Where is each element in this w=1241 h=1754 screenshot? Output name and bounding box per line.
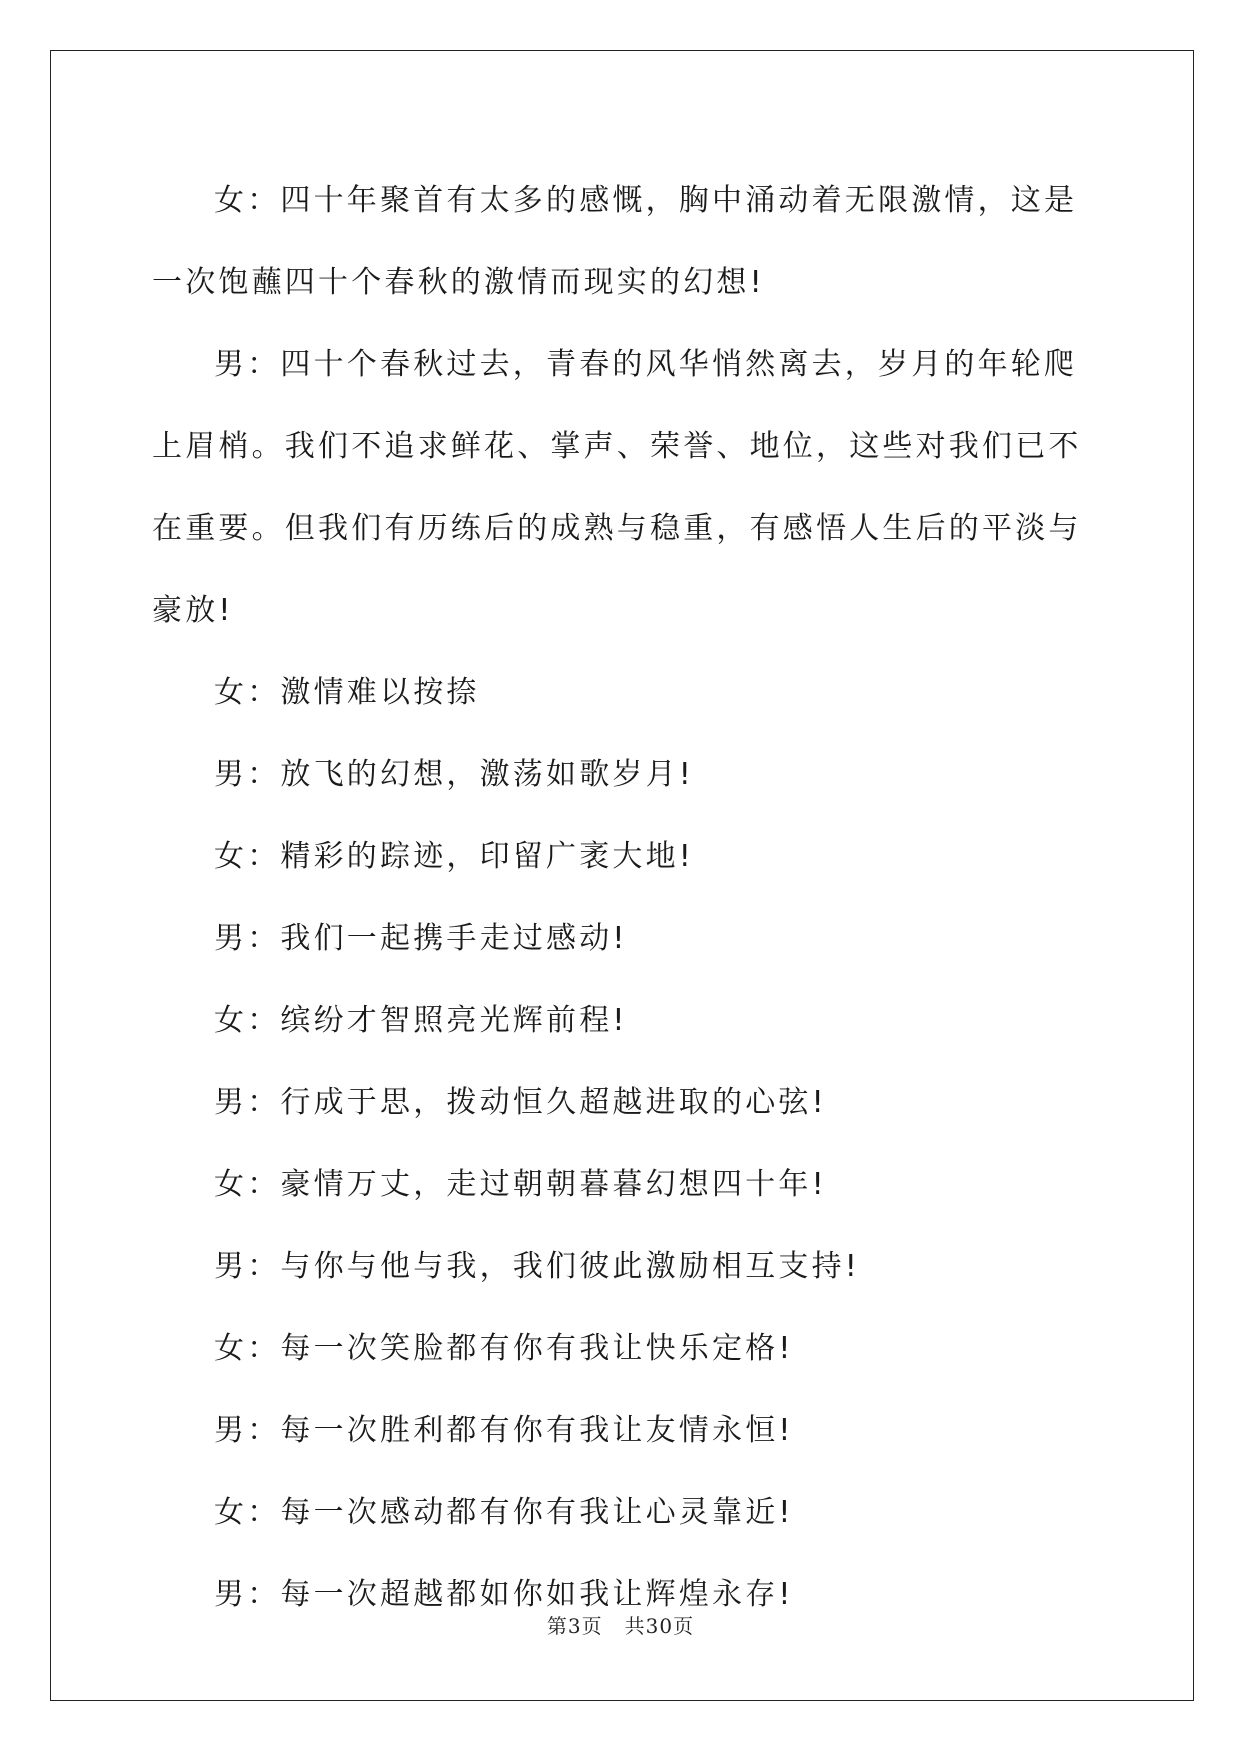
paragraph: 男：每一次胜利都有你有我让友情永恒! bbox=[214, 1413, 794, 1448]
page-footer bbox=[0, 1610, 1241, 1639]
paragraph: 女：每一次笑脸都有你有我让快乐定格! bbox=[214, 1331, 794, 1366]
paragraph: 男：与你与他与我，我们彼此激励相互支持! bbox=[214, 1249, 861, 1284]
paragraph: 女：精彩的踪迹，印留广袤大地! bbox=[214, 839, 695, 874]
document-body bbox=[152, 160, 1092, 1636]
paragraph: 女：缤纷才智照亮光辉前程! bbox=[214, 1003, 628, 1038]
paragraph: 女：豪情万丈，走过朝朝暮暮幻想四十年! bbox=[214, 1167, 827, 1202]
paragraph: 男：四十个春秋过去，青春的风华悄然离去，岁月的年轮爬上眉梢。我们不追求鲜花、掌声、荣誉、地位，这些对我们已不在重要。但我们有历练后的成熟与稳重，有感悟人生后的平淡与豪放! bbox=[152, 347, 1082, 628]
paragraph: 男：我们一起携手走过感动! bbox=[214, 921, 628, 956]
paragraph: 男：每一次超越都如你如我让辉煌永存! bbox=[214, 1577, 794, 1612]
paragraph: 男：行成于思，拨动恒久超越进取的心弦! bbox=[214, 1085, 827, 1120]
paragraph: 男：放飞的幻想，激荡如歌岁月! bbox=[214, 757, 695, 792]
page-number: 第3页 bbox=[546, 1614, 603, 1638]
paragraph: 女：每一次感动都有你有我让心灵靠近! bbox=[214, 1495, 794, 1530]
paragraph: 女：激情难以按捺 bbox=[214, 675, 480, 710]
page-total: 共30页 bbox=[624, 1614, 695, 1638]
paragraph: 女：四十年聚首有太多的感慨，胸中涌动着无限激情，这是一次饱蘸四十个春秋的激情而现实的幻想! bbox=[152, 183, 1078, 300]
